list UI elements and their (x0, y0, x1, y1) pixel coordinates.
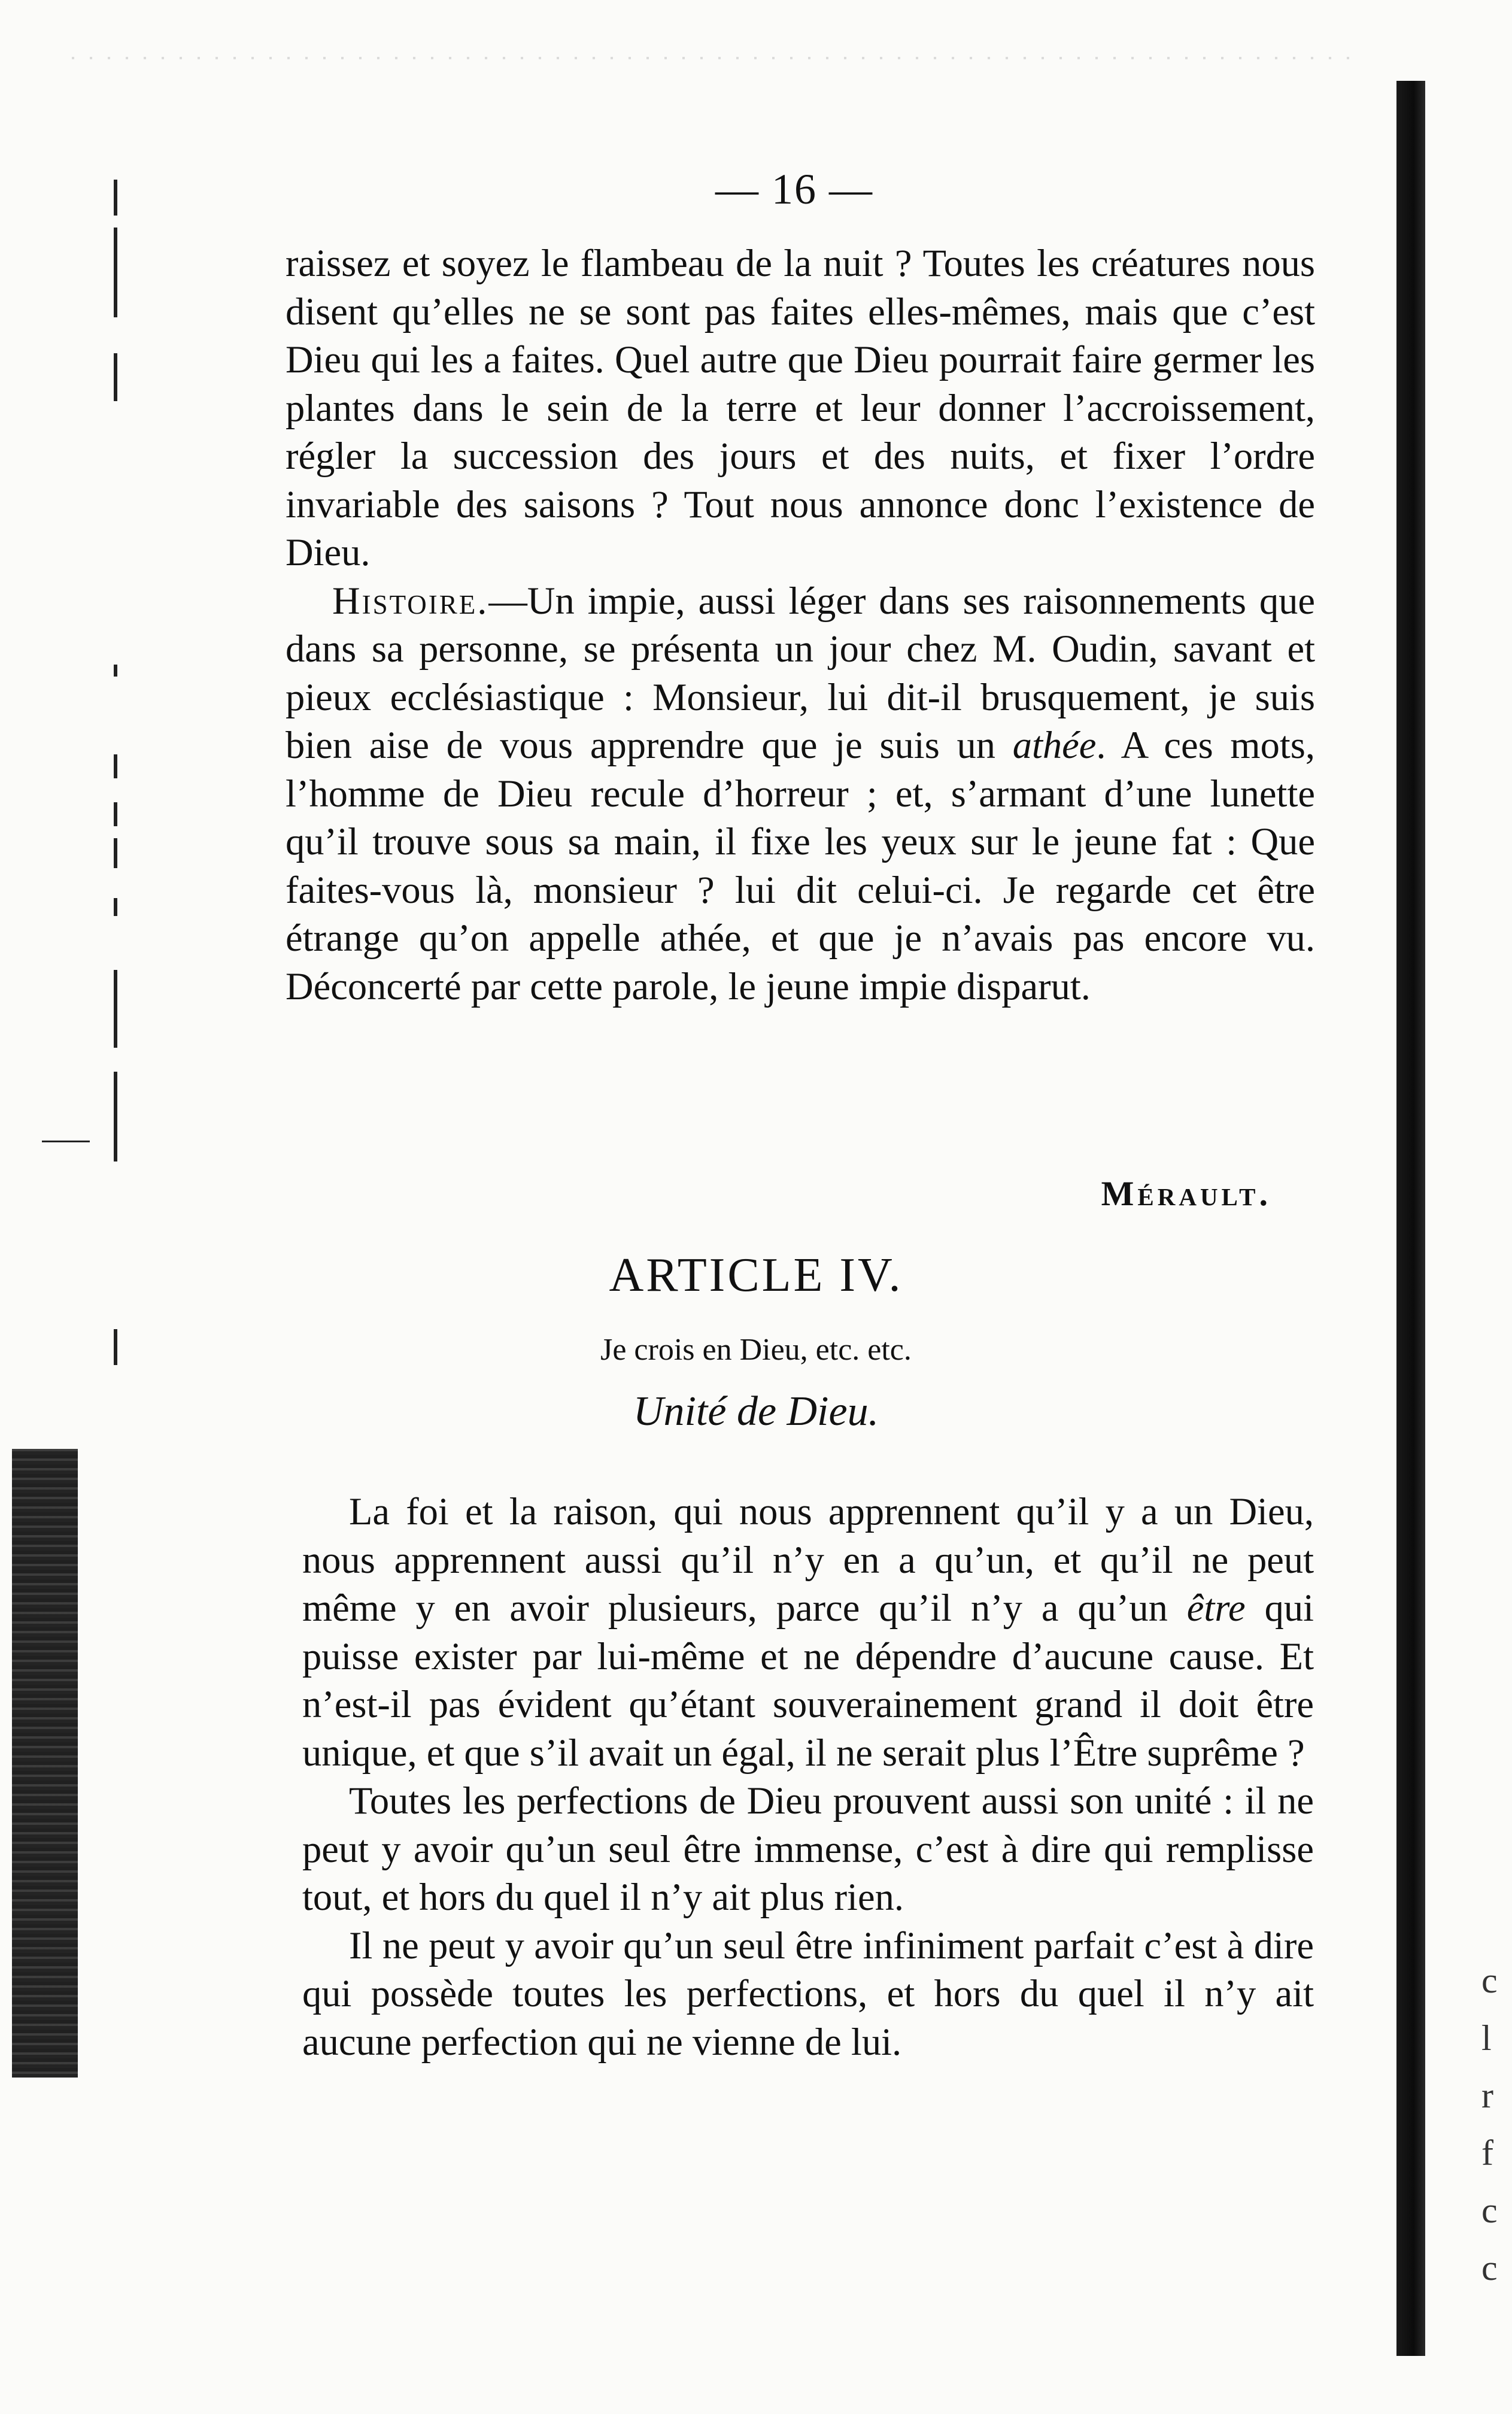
paragraph-unite (302, 1488, 1314, 1777)
scan-facing-page-fragments: c l r f c c (1481, 1961, 1498, 2288)
paragraph-infiniment-parfait: Il ne peut y avoir qu’un seul être infiniment parfait c’est à dire qui possède toutes les perfections, et hors du quel il n’y ait aucune perfection qui ne vienne de lui. (302, 1924, 1314, 2063)
paragraph-histoire (286, 577, 1315, 1011)
histoire-italic: athée (1012, 724, 1097, 766)
article-subheading: Je crois en Dieu, etc. etc. (600, 1333, 912, 1367)
author-signature: Mérault. (1101, 1174, 1271, 1213)
paragraph-creation: raissez et soyez le flambeau de la nuit ? Toutes les créatures nous disent qu’elles ne se sont pas faites elles-mêmes, mais que c’est Dieu qui les a faites. Quel autre que Dieu pourrait faire germer les plantes dans le sein de la terre et leur donner l’accroissement, régler la succession des jours et des nuits, et fixer l’ordre invariable des saisons ? Tout nous annonce donc l’existence de Dieu. (286, 242, 1315, 574)
paragraph-perfections: Toutes les perfections de Dieu prouvent aussi son unité : il ne peut y avoir qu’un seul être immense, c’est à dire qui remplisse tout, et hors du quel il n’y ait plus rien. (302, 1779, 1314, 1918)
scan-left-rule (42, 1141, 90, 1142)
histoire-label: Histoire. (332, 579, 489, 622)
article-heading: ARTICLE IV. (609, 1249, 903, 1302)
scan-binding-edge (1396, 81, 1425, 2356)
histoire-text-b: . A ces mots, l’homme de Dieu recule d’horreur ; et, s’armant d’une lunette qu’il trouve sous sa main, il fixe les yeux sur le jeune fat : Que faites-vous là, monsieur ? lui dit celui-ci. Je regarde cet être étrange qu’on appelle athée, et que je n’avais pas encore vu. Déconcerté par cette parole, le jeune impie disparut. (286, 724, 1316, 1008)
body-text-top (286, 239, 1315, 1011)
scan-noise-top (72, 57, 1365, 59)
histoire-text-a: —Un impie, aussi léger dans ses raisonnements que dans sa personne, se présenta un jour chez M. Oudin, savant et pieux ecclésiastique : Monsieur, lui dit-il brusquement, je suis bien aise de vous apprendre que je suis un (286, 579, 1315, 766)
unite-italic: être (1186, 1587, 1246, 1629)
body-text-bottom (302, 1488, 1314, 2066)
unite-text-a: La foi et la raison, qui nous apprennent qu’il y a un Dieu, nous apprennent aussi qu’il n’y en a qu’un, et qu’il ne peut même y en avoir plusieurs, parce qu’il n’y a qu’un (302, 1490, 1314, 1629)
scan-left-strip (12, 1449, 78, 2078)
unite-text-b: qui puisse exister par lui-même et ne dépendre d’aucune cause. Et n’est-il pas évident qu’étant souverainement grand il doit être unique, et que s’il avait un égal, il ne serait plus l’Être suprême ? (302, 1587, 1314, 1774)
article-title: Unité de Dieu. (633, 1388, 879, 1435)
page-number: — 16 — (715, 165, 873, 213)
